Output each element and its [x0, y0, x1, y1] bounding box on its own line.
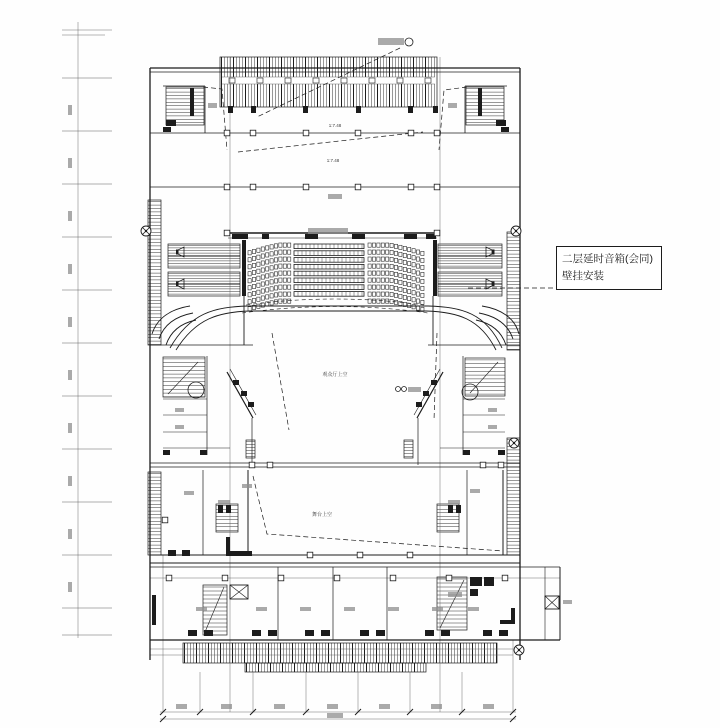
micro-label — [470, 489, 480, 493]
annotation-box — [556, 246, 662, 290]
seat-row — [294, 258, 364, 263]
micro-label — [256, 607, 267, 611]
micro-label — [176, 704, 187, 709]
micro-label — [218, 500, 230, 504]
micro-label — [68, 105, 72, 115]
micro-label — [175, 408, 184, 412]
micro-label — [328, 194, 342, 199]
micro-label — [378, 38, 404, 45]
micro-label — [300, 607, 311, 611]
micro-label — [448, 592, 462, 597]
micro-label — [379, 704, 390, 709]
micro-label — [175, 425, 184, 429]
seat-row — [294, 292, 364, 297]
grid-bubble-layer — [141, 226, 524, 655]
seat-row — [294, 251, 364, 256]
micro-label — [196, 607, 207, 611]
seat-row — [294, 264, 364, 269]
micro-label — [327, 713, 343, 718]
micro-label — [68, 158, 72, 168]
micro-label — [68, 529, 72, 539]
micro-label — [388, 607, 399, 611]
micro-label — [221, 704, 232, 709]
micro-label — [68, 317, 72, 327]
label-layer — [312, 123, 348, 518]
micro-label — [68, 582, 72, 592]
balcony-curve-layer — [152, 299, 519, 350]
micro-label — [68, 211, 72, 221]
wall-layer — [150, 68, 560, 660]
micro-label — [344, 607, 355, 611]
seat-row — [294, 278, 364, 283]
micro-label — [184, 491, 194, 495]
blackfill-layer — [152, 88, 515, 636]
micro-label — [68, 476, 72, 486]
plan-label: 舞台上空 — [311, 512, 333, 518]
micro-label — [308, 228, 348, 234]
micro-label — [432, 607, 443, 611]
micro-label — [68, 370, 72, 380]
micro-label — [448, 500, 460, 504]
micro-label — [274, 704, 285, 709]
plan-label: 观众厅上空 — [322, 372, 348, 378]
annotation-line1: 二层延时音箱(会同) — [562, 253, 653, 265]
seat-row — [294, 244, 364, 249]
micro-label — [488, 408, 497, 412]
micro-label — [408, 387, 421, 392]
micro-label — [431, 704, 442, 709]
micro-label — [448, 103, 457, 108]
seat-row — [294, 271, 364, 276]
microtext-layer — [68, 38, 572, 718]
plan-label: 1:7.48 — [328, 123, 342, 128]
seating-layer — [248, 243, 424, 312]
micro-label — [468, 607, 479, 611]
elevator-layer — [230, 585, 559, 609]
annotation-line2: 壁挂安装 — [562, 269, 604, 282]
micro-label — [68, 423, 72, 433]
micro-label — [488, 425, 497, 429]
micro-label — [483, 704, 494, 709]
micro-label — [68, 264, 72, 274]
micro-label — [327, 704, 338, 709]
micro-label — [563, 600, 572, 604]
seat-row — [294, 285, 364, 290]
micro-label — [208, 103, 217, 108]
gridline-layer — [62, 22, 560, 722]
micro-label — [242, 484, 252, 488]
plan-label: 1:7.48 — [326, 158, 340, 163]
